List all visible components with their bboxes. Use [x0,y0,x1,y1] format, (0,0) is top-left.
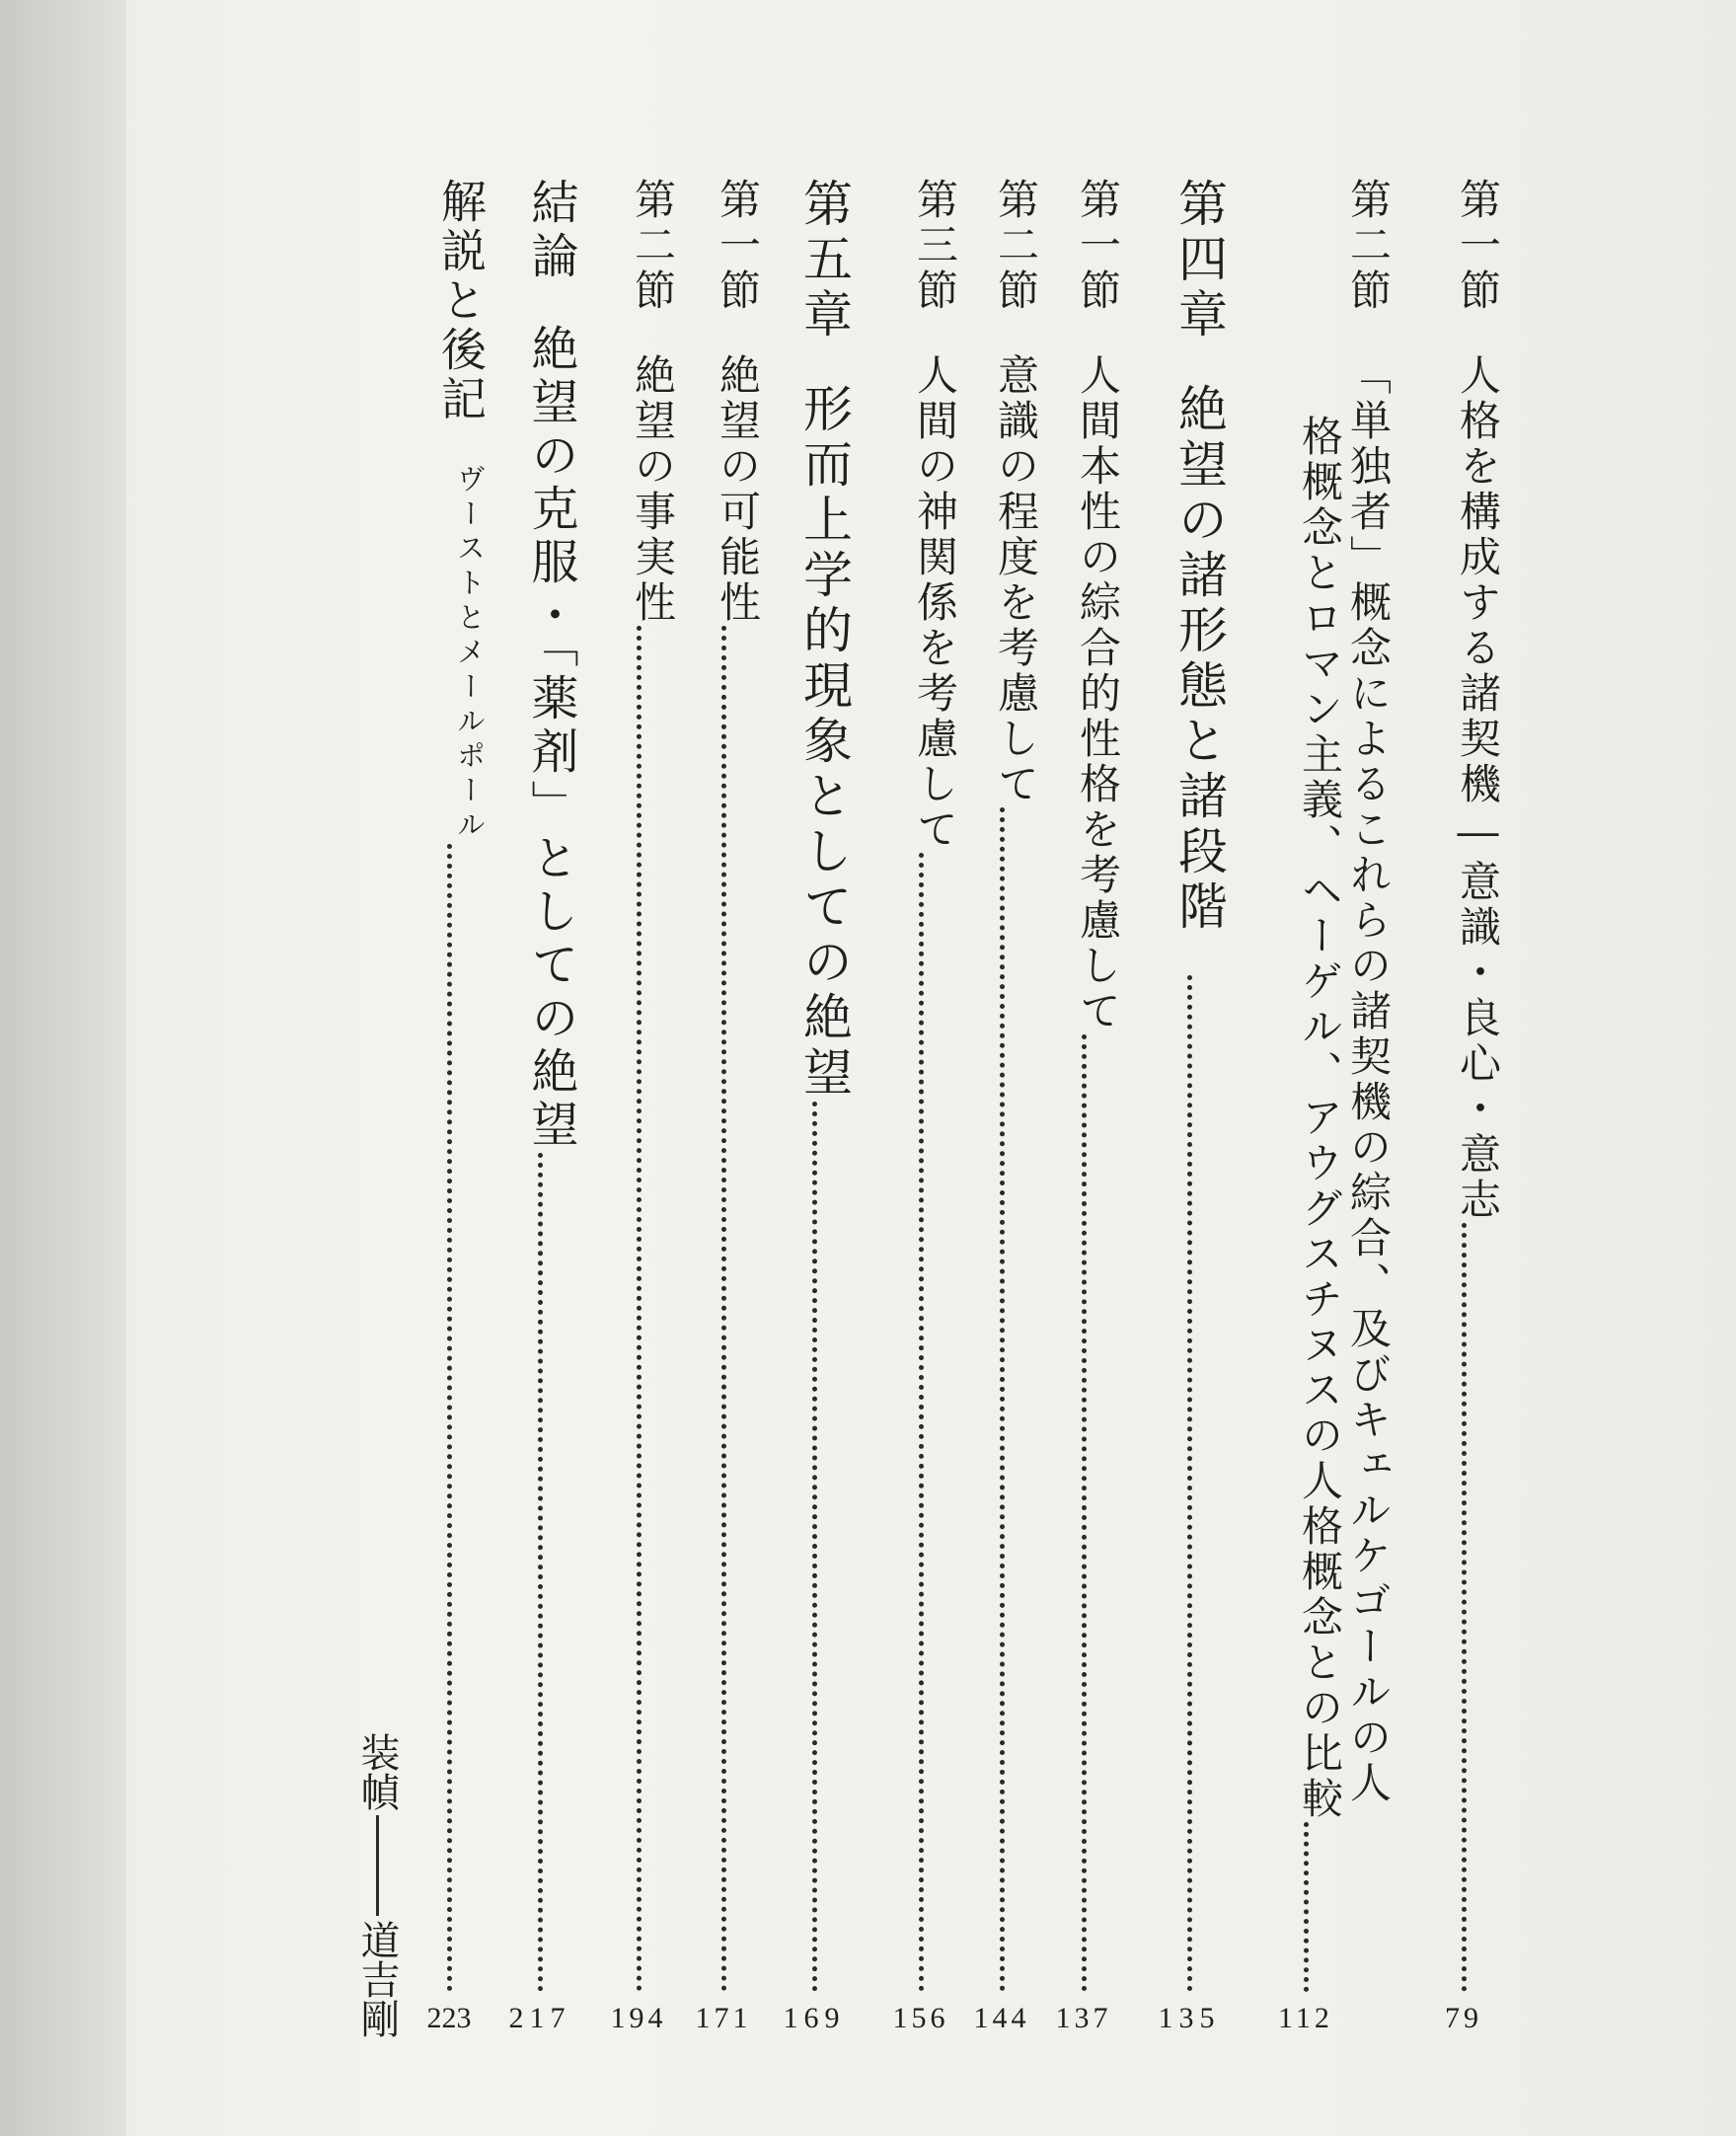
section-title: 絶望の可能性 [714,353,762,626]
commentary-authors: ヴーストとメールポール [453,464,487,844]
toc-entry[interactable] [1049,178,1122,2034]
page-gutter [0,0,126,2136]
toc-entry[interactable] [604,178,677,2034]
toc-entry[interactable] [967,178,1040,2034]
page-number: 169 [783,2002,846,2034]
credit-name: 道吉剛 [354,1920,400,2038]
section-title: 「単独者」概念によるこれらの諸契機の綜合、及びキェルケゴールの人 [1344,353,1393,1806]
section-title: 人格を構成する諸契機―意識・良心・意志 [1454,353,1502,1223]
page-number: 79 [1445,2002,1482,2034]
chapter-label: 第四章 [1170,178,1228,343]
leader-dots [1082,1034,1087,1992]
section-label: 第一節 [1074,178,1122,314]
leader-dots [1304,1822,1309,1992]
page-number: 156 [892,2002,949,2034]
leader-dots [1000,807,1005,1992]
section-label: 第一節 [714,178,762,314]
section-title: 人間本性の綜合的性格を考慮して [1074,353,1122,1034]
conclusion-title: 絶望の克服・「薬剤」としての絶望 [523,324,578,1153]
binding-credit [354,1732,400,2038]
page-number: 137 [1055,2002,1112,2034]
toc-entry[interactable] [886,178,959,2034]
section-label: 第三節 [911,178,959,314]
leader-dots [812,1102,817,1992]
page-number: 194 [610,2002,667,2034]
page-number: 135 [1158,2002,1221,2034]
leader-dots [447,844,452,1992]
section-title: 意識の程度を考慮して [992,353,1040,807]
page-number: 217 [508,2002,571,2034]
section-title: 人間の神関係を考慮して [911,353,959,853]
chapter-title: 形而上学的現象としての絶望 [795,383,853,1102]
section-title: 絶望の事実性 [629,353,677,626]
toc-chapter[interactable] [780,178,853,2034]
section-label: 第二節 [992,178,1040,314]
section-title-continuation: 格概念とロマン主義、ヘーゲル、アウグスチヌスの人格概念との比較 [1296,415,1344,1822]
conclusion-label: 結論 [523,178,578,284]
page-number: 223 [426,2002,472,2034]
leader-dots [637,626,642,1992]
leader-dots [919,853,924,1992]
section-label: 第一節 [1454,178,1502,314]
commentary-label: 解説と後記 [434,178,488,424]
leader-dots [538,1153,543,1992]
section-label: 第二節 [629,178,677,314]
toc-entry-continuation[interactable] [1271,415,1344,2034]
toc-entry[interactable] [689,178,762,2034]
toc-commentary[interactable] [415,178,488,2034]
chapter-label: 第五章 [795,178,853,343]
toc-entry[interactable] [1429,178,1502,2034]
toc-entry[interactable] [1344,178,1393,2033]
toc-conclusion[interactable] [505,178,578,2034]
chapter-title: 絶望の諸形態と諸段階 [1170,383,1228,936]
section-label: 第二節 [1344,178,1393,314]
credit-dash [376,1815,379,1916]
page-number: 112 [1278,2002,1333,2034]
page-number: 171 [695,2002,752,2034]
leader-dots [1462,1223,1467,1992]
leader-dots [1187,975,1192,1992]
page-number: 144 [973,2002,1030,2034]
leader-dots [721,626,726,1992]
toc-chapter[interactable] [1155,178,1228,2034]
credit-label: 装幀 [354,1732,400,1811]
